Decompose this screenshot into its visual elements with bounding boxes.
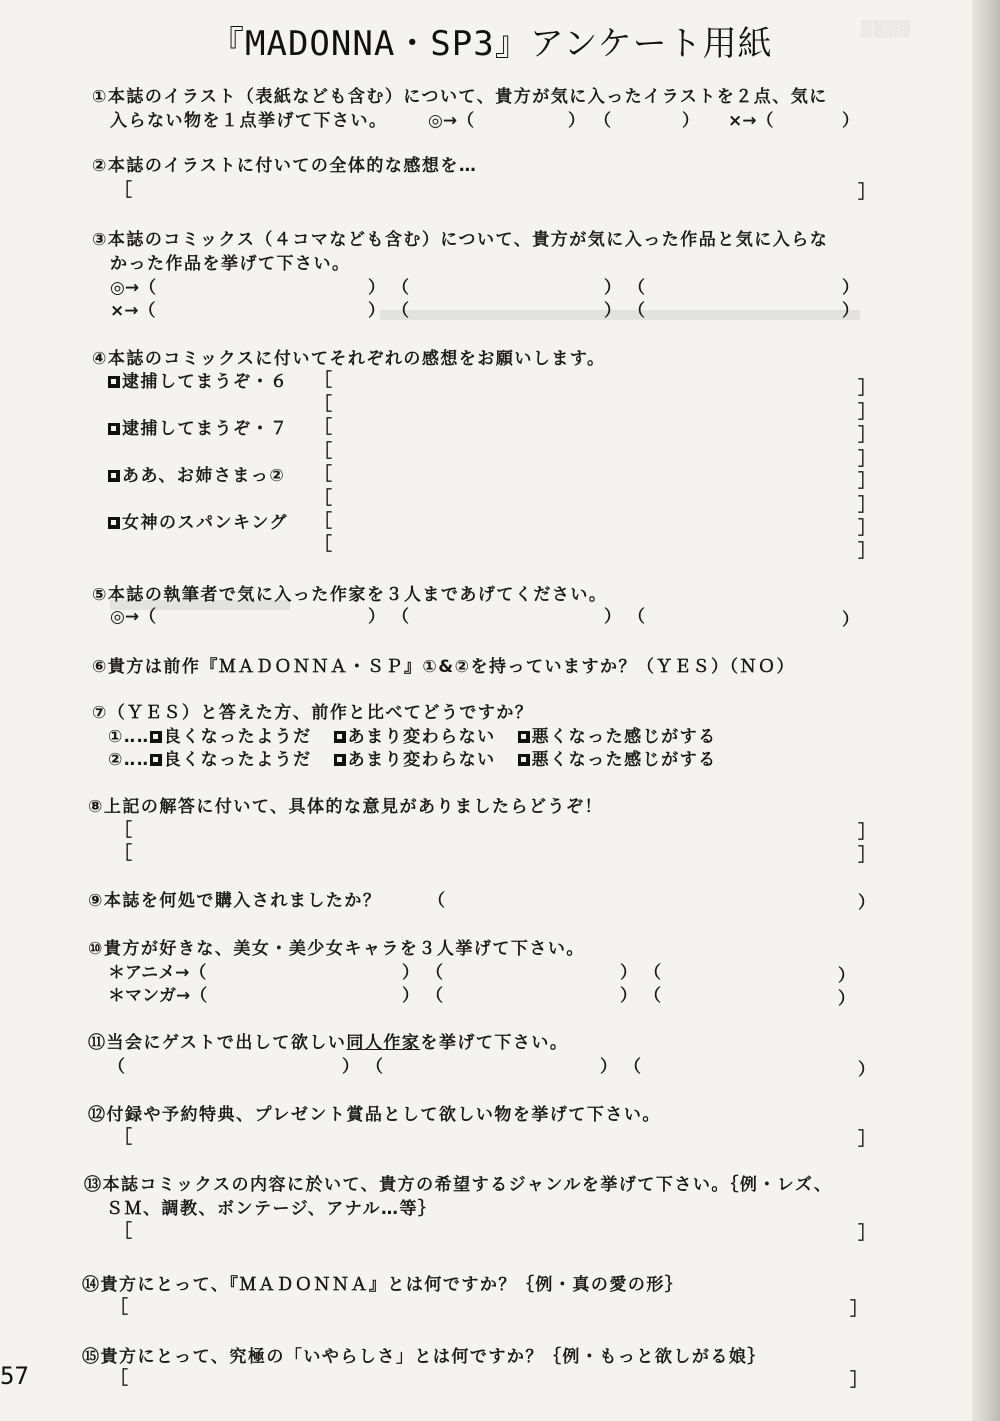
q8-text: ⑧上記の解答に付いて、具体的な意見がありましたらどうぞ！ — [88, 797, 604, 817]
q4-open-bracket: ［ — [314, 394, 332, 415]
page-title: 『MADONNA・SP3』アンケート用紙 — [210, 24, 773, 64]
q3-open-paren: （ — [392, 278, 409, 298]
q4-item — [108, 461, 285, 486]
q10-close-paren: ） — [620, 986, 637, 1006]
q11-text — [88, 1028, 568, 1053]
q3-close-paren: ） — [842, 301, 859, 321]
q5-close-paren: ） — [604, 607, 621, 627]
q9-open-paren: （ — [428, 891, 445, 911]
q1-text-line2: 入らない物を１点挙げて下さい。 — [110, 111, 388, 131]
q5-open-paren: （ — [392, 607, 409, 627]
q4-open-bracket: ［ — [314, 534, 332, 555]
q10-anime-label: ＊アニメ→（ — [108, 963, 207, 983]
q1-close-paren: ） — [842, 111, 859, 131]
q10-close-paren: ） — [402, 963, 419, 983]
q11-open-paren: （ — [108, 1057, 125, 1077]
q3-open-paren: （ — [392, 301, 409, 321]
q8-open-bracket: ［ — [114, 843, 132, 864]
q4-item-label: 女神のスパンキング — [122, 513, 288, 533]
q2-close-bracket: ］ — [858, 182, 876, 203]
q3-open-paren: （ — [628, 301, 645, 321]
q14-text: ⑭貴方にとって、『ＭＡＤＯＮＮＡ』とは何ですか？｛例・真の愛の形｝ — [82, 1275, 684, 1295]
q5-open-paren: （ — [628, 607, 645, 627]
q7-row-label: ②‥‥ — [108, 750, 150, 770]
q11-open-paren: （ — [366, 1057, 383, 1077]
q4-close-bracket: ］ — [858, 495, 876, 516]
q2-open-bracket: ［ — [114, 180, 132, 201]
checkbox-icon[interactable] — [518, 731, 530, 743]
q11-close-paren: ） — [600, 1057, 617, 1077]
q1-close-paren: ） — [568, 111, 585, 131]
q4-item — [108, 508, 288, 533]
q5-good-marker: ◎→（ — [110, 607, 157, 627]
q5-text: ⑤本誌の執筆者で気に入った作家を３人まであげてください。 — [92, 585, 608, 605]
q10-close-paren: ） — [620, 963, 637, 983]
q4-item — [108, 367, 289, 392]
q12-close-bracket: ］ — [858, 1129, 876, 1150]
q3-close-paren: ） — [842, 278, 859, 298]
q7-option-label: 悪くなった感じがする — [531, 727, 717, 747]
q1-text-line1: ①本誌のイラスト（表紙なども含む）について、貴方が気に入ったイラストを２点、気に — [92, 87, 828, 107]
checkbox-icon[interactable] — [150, 731, 162, 743]
q3-text-line1: ③本誌のコミックス（４コマなども含む）について、貴方が気に入った作品と気に入らな — [92, 230, 829, 250]
q5-close-paren: ） — [368, 607, 385, 627]
q4-open-bracket: ［ — [314, 441, 332, 462]
q9-text: ⑨本誌を何処で購入されましたか？ — [88, 891, 382, 911]
checkbox-icon[interactable] — [150, 754, 162, 766]
q7-row-1 — [108, 722, 717, 747]
q3-close-paren: ） — [604, 301, 621, 321]
q10-close-paren: ） — [838, 966, 855, 986]
q13-close-bracket: ］ — [858, 1223, 876, 1244]
q13-text-line2: ＳＭ、調教、ボンテージ、アナル…等｝ — [106, 1199, 437, 1219]
q12-text: ⑫付録や予約特典、プレゼント賞品として欲しい物を挙げて下さい。 — [88, 1105, 661, 1125]
q4-close-bracket: ］ — [858, 378, 876, 399]
q7-option-label: 悪くなった感じがする — [531, 750, 717, 770]
q15-close-bracket: ］ — [850, 1370, 868, 1391]
q10-close-paren: ） — [402, 986, 419, 1006]
q4-open-bracket: ［ — [314, 370, 332, 391]
q7-option-label: あまり変わらない — [347, 727, 496, 747]
q5-close-paren: ） — [842, 610, 859, 630]
q13-text-line1: ⑬本誌コミックスの内容に於いて、貴方の希望するジャンルを挙げて下さい。｛例・レズ、 — [84, 1175, 833, 1195]
q7-option-label: 良くなったようだ — [163, 727, 312, 747]
q7-row-label: ①‥‥ — [108, 727, 150, 747]
q4-close-bracket: ］ — [858, 449, 876, 470]
q10-open-paren: （ — [644, 986, 661, 1006]
checkbox-icon — [108, 423, 120, 435]
q10-open-paren: （ — [644, 963, 661, 983]
q3-close-paren: ） — [368, 301, 385, 321]
q4-close-bracket: ］ — [858, 402, 876, 423]
q4-close-bracket: ］ — [858, 518, 876, 539]
q7-text: ⑦（ＹＥＳ）と答えた方、前作と比べてどうですか？ — [92, 703, 534, 723]
checkbox-icon — [108, 517, 120, 529]
q10-open-paren: （ — [426, 963, 443, 983]
q2-text: ②本誌のイラストに付いての全体的な感想を… — [92, 156, 478, 176]
q8-close-bracket: ］ — [858, 822, 876, 843]
q10-open-paren: （ — [426, 986, 443, 1006]
q6-text: ⑥貴方は前作『ＭＡＤＯＮＮＡ・ＳＰ』①&②を持っていますか？（ＹＥＳ）（ＮＯ） — [92, 657, 796, 677]
q12-open-bracket: ［ — [114, 1127, 132, 1148]
q11-open-paren: （ — [624, 1057, 641, 1077]
q4-close-bracket: ］ — [858, 541, 876, 562]
checkbox-icon[interactable] — [334, 731, 346, 743]
checkbox-icon — [108, 376, 120, 388]
q3-close-paren: ） — [368, 278, 385, 298]
q4-open-bracket: ［ — [314, 511, 332, 532]
q1-bad-marker: ×→（ — [728, 111, 774, 131]
q4-item-label: 逮捕してまうぞ・６ — [122, 372, 289, 392]
q10-close-paren: ） — [838, 989, 855, 1009]
bleed-through-text: ▒▒▒▒ — [860, 20, 911, 38]
q11-underlined: 同人作家 — [346, 1033, 421, 1053]
q7-option-label: 良くなったようだ — [163, 750, 312, 770]
q3-good-marker: ◎→（ — [110, 278, 157, 298]
q4-text: ④本誌のコミックスに付いてそれぞれの感想をお願いします。 — [92, 349, 606, 369]
q1-close-paren: ） — [682, 111, 699, 131]
q4-item-label: 逮捕してまうぞ・７ — [122, 419, 289, 439]
q10-manga-label: ＊マンガ→（ — [108, 986, 208, 1006]
q7-row-2 — [108, 745, 717, 770]
q4-close-bracket: ］ — [858, 471, 876, 492]
q8-open-bracket: ［ — [114, 820, 132, 841]
page-spine-shadow — [972, 0, 1000, 1421]
q3-open-paren: （ — [628, 278, 645, 298]
q3-bad-marker: ×→（ — [110, 301, 156, 321]
q14-open-bracket: ［ — [110, 1297, 128, 1318]
q1-good-marker: ◎→（ — [428, 111, 475, 131]
q15-text: ⑮貴方にとって、究極の「いやらしさ」とは何ですか？｛例・もっと欲しがる娘｝ — [82, 1347, 766, 1367]
q3-close-paren: ） — [604, 278, 621, 298]
q4-open-bracket: ［ — [314, 488, 332, 509]
q11-close-paren: ） — [342, 1057, 359, 1077]
q7-option-label: あまり変わらない — [347, 750, 496, 770]
q14-close-bracket: ］ — [850, 1299, 868, 1320]
q11-suffix: を挙げて下さい。 — [420, 1033, 569, 1053]
q4-open-bracket: ［ — [314, 464, 332, 485]
q9-close-paren: ） — [858, 893, 875, 913]
checkbox-icon — [108, 470, 120, 482]
q3-text-line2: かった作品を挙げて下さい。 — [110, 254, 351, 274]
q11-close-paren: ） — [858, 1060, 875, 1080]
q8-close-bracket: ］ — [858, 845, 876, 866]
q4-open-bracket: ［ — [314, 417, 332, 438]
checkbox-icon[interactable] — [518, 754, 530, 766]
q4-close-bracket: ］ — [858, 425, 876, 446]
q10-text: ⑩貴方が好きな、美女・美少女キャラを３人挙げて下さい。 — [88, 939, 585, 959]
page-number: 57 — [0, 1362, 29, 1390]
q11-prefix: ⑪当会にゲストで出して欲しい — [88, 1033, 347, 1053]
q1-open-paren: （ — [594, 111, 611, 131]
q15-open-bracket: ［ — [110, 1368, 128, 1389]
q13-open-bracket: ［ — [114, 1221, 132, 1242]
q4-item-label: ああ、お姉さまっ② — [122, 466, 286, 486]
checkbox-icon[interactable] — [334, 754, 346, 766]
q4-item — [108, 414, 289, 439]
